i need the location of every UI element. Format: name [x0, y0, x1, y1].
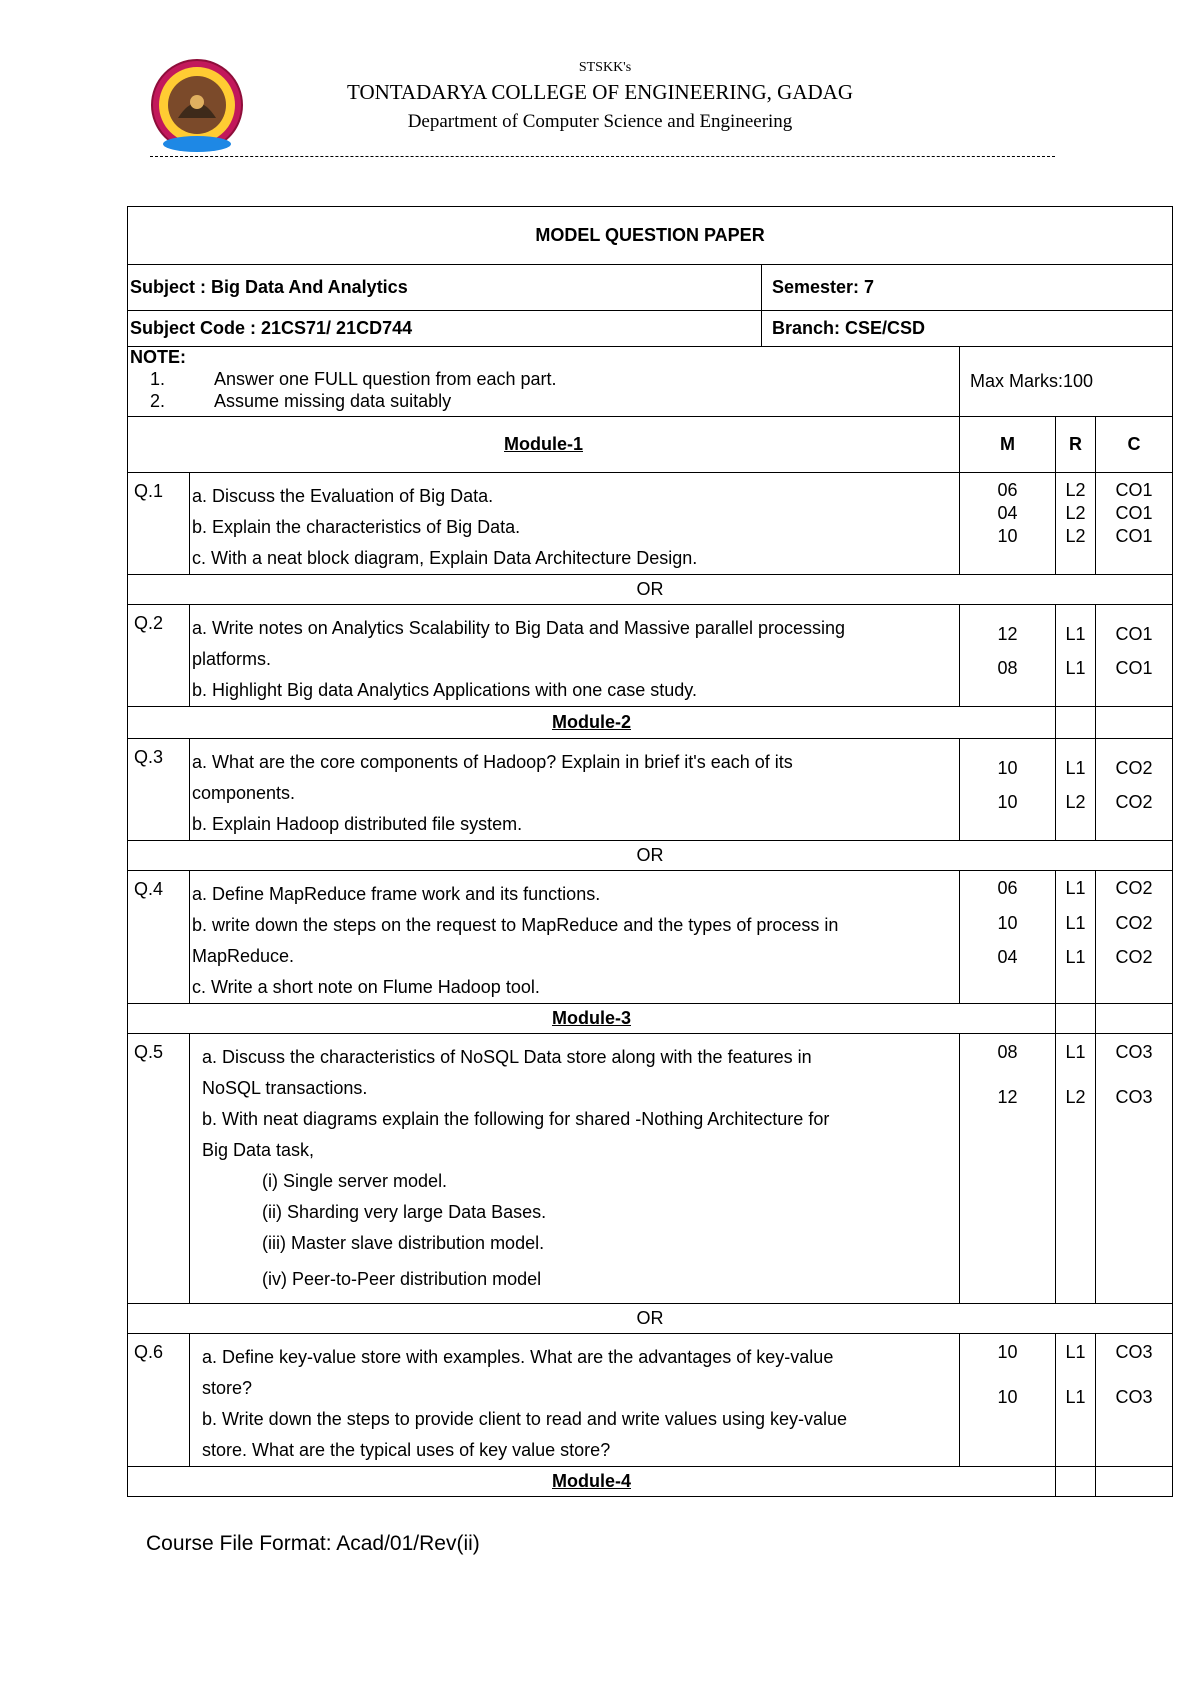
question-line: a. Discuss the Evaluation of Big Data.	[192, 486, 494, 506]
empty-cell	[1096, 1467, 1173, 1497]
question-text	[190, 605, 960, 707]
module-heading: Module-4	[128, 1467, 1056, 1497]
paper-title: MODEL QUESTION PAPER	[128, 207, 1173, 265]
marks-cell	[960, 1034, 1056, 1304]
co-value: CO2	[1115, 878, 1153, 898]
question-line: b. Highlight Big data Analytics Applications with one case study.	[192, 680, 697, 700]
level-value: L1	[1065, 913, 1086, 933]
marks-value: 10	[997, 1342, 1018, 1362]
level-value: L2	[1065, 526, 1086, 546]
level-value: L1	[1065, 758, 1086, 778]
marks-cell	[960, 871, 1056, 1004]
level-value: L1	[1065, 1342, 1086, 1362]
marks-value: 10	[997, 758, 1018, 778]
level-value: L1	[1065, 878, 1086, 898]
department-name: Department of Computer Science and Engineering	[407, 111, 793, 132]
level-value: L2	[1065, 792, 1086, 812]
question-line: (iv) Peer-to-Peer distribution model	[262, 1269, 542, 1289]
question-line: b. write down the steps on the request to MapReduce and the types of process in	[192, 915, 839, 935]
level-value: L1	[1065, 947, 1086, 967]
co-value: CO3	[1115, 1042, 1153, 1062]
or-separator: OR	[128, 841, 1173, 871]
marks-value: 04	[997, 947, 1018, 967]
level-value: L1	[1065, 1042, 1086, 1062]
question-line: b. Explain the characteristics of Big Data.	[192, 517, 521, 537]
question-line: (ii) Sharding very large Data Bases.	[262, 1202, 547, 1222]
society-name: STSKK's	[578, 60, 632, 75]
marks-value: 06	[997, 878, 1018, 898]
or-separator: OR	[128, 1304, 1173, 1334]
note-item: 1. Answer one FULL question from each part.	[170, 368, 959, 390]
marks-value: 10	[997, 792, 1018, 812]
header-divider	[150, 156, 1055, 157]
co-cell	[1096, 1334, 1173, 1467]
level-cell	[1056, 871, 1096, 1004]
question-line: components.	[192, 783, 296, 803]
question-paper-table	[127, 206, 1173, 1497]
co-value: CO1	[1115, 658, 1153, 678]
page-header	[0, 60, 1200, 133]
co-cell	[1096, 739, 1173, 841]
note-list	[130, 368, 959, 412]
empty-cell	[1056, 1467, 1096, 1497]
question-line: b. With neat diagrams explain the following for shared -Nothing Architecture for	[202, 1109, 830, 1129]
question-row	[128, 605, 1173, 707]
college-name: TONTADARYA COLLEGE OF ENGINEERING, GADAG	[347, 80, 853, 104]
col-c-header: C	[1096, 417, 1173, 473]
level-value: L1	[1065, 658, 1086, 678]
course-file-format: Course File Format: Acad/01/Rev(ii)	[146, 1532, 480, 1555]
question-line: MapReduce.	[192, 946, 295, 966]
co-value: CO2	[1115, 758, 1153, 778]
question-line: (i) Single server model.	[262, 1171, 448, 1191]
question-line: a. Define MapReduce frame work and its functions.	[192, 884, 601, 904]
col-m-header: M	[960, 417, 1056, 473]
marks-cell	[960, 1334, 1056, 1467]
question-number: Q.2	[128, 605, 190, 707]
marks-value: 08	[997, 1042, 1018, 1062]
module-heading: Module-1	[128, 417, 960, 473]
level-cell	[1056, 1334, 1096, 1467]
co-cell	[1096, 473, 1173, 575]
question-row	[128, 1034, 1173, 1304]
question-text	[190, 871, 960, 1004]
question-text	[190, 1034, 960, 1304]
subject-label: Subject : Big Data And Analytics	[128, 265, 762, 311]
level-value: L1	[1065, 624, 1086, 644]
question-number: Q.5	[128, 1034, 190, 1304]
co-cell	[1096, 1034, 1173, 1304]
branch-label: Branch: CSE/CSD	[762, 311, 1173, 347]
module-heading: Module-3	[128, 1004, 1056, 1034]
subject-code-label: Subject Code : 21CS71/ 21CD744	[128, 311, 762, 347]
marks-cell	[960, 739, 1056, 841]
question-number: Q.6	[128, 1334, 190, 1467]
marks-value: 08	[997, 658, 1018, 678]
empty-cell	[1096, 707, 1173, 739]
question-line: b. Explain Hadoop distributed file system.	[192, 814, 523, 834]
co-cell	[1096, 871, 1173, 1004]
marks-cell	[960, 473, 1056, 575]
level-cell	[1056, 605, 1096, 707]
question-number: Q.3	[128, 739, 190, 841]
note-block	[128, 347, 960, 417]
question-line: store. What are the typical uses of key value store?	[202, 1440, 611, 1460]
question-row	[128, 1334, 1173, 1467]
question-line: a. What are the core components of Hadoop? Explain in brief it's each of its	[192, 752, 793, 772]
marks-value: 10	[997, 1387, 1018, 1407]
col-r-header: R	[1056, 417, 1096, 473]
level-value: L1	[1065, 1387, 1086, 1407]
max-marks: Max Marks:100	[960, 347, 1173, 417]
level-cell	[1056, 739, 1096, 841]
co-cell	[1096, 605, 1173, 707]
question-text	[190, 1334, 960, 1467]
marks-value: 06	[997, 480, 1018, 500]
question-row	[128, 871, 1173, 1004]
marks-value: 04	[997, 503, 1018, 523]
question-row	[128, 473, 1173, 575]
question-line: Big Data task,	[202, 1140, 315, 1160]
or-separator: OR	[128, 575, 1173, 605]
question-line: (iii) Master slave distribution model.	[262, 1233, 545, 1253]
question-line: b. Write down the steps to provide client to read and write values using key-value	[202, 1409, 848, 1429]
level-cell	[1056, 473, 1096, 575]
question-line: a. Define key-value store with examples. What are the advantages of key-value	[202, 1347, 834, 1367]
empty-cell	[1056, 707, 1096, 739]
note-item: 2. Assume missing data suitably	[170, 390, 959, 412]
level-value: L2	[1065, 1087, 1086, 1107]
question-number: Q.1	[128, 473, 190, 575]
question-line: c. With a neat block diagram, Explain Data Architecture Design.	[192, 548, 698, 568]
question-text	[190, 473, 960, 575]
co-value: CO1	[1115, 624, 1153, 644]
co-value: CO1	[1115, 480, 1153, 500]
question-row	[128, 739, 1173, 841]
co-value: CO2	[1115, 792, 1153, 812]
question-line: NoSQL transactions.	[202, 1078, 368, 1098]
module-heading: Module-2	[128, 707, 1056, 739]
co-value: CO3	[1115, 1342, 1153, 1362]
co-value: CO3	[1115, 1387, 1153, 1407]
co-value: CO3	[1115, 1087, 1153, 1107]
semester-label: Semester: 7	[762, 265, 1173, 311]
question-line: store?	[202, 1378, 253, 1398]
question-line: c. Write a short note on Flume Hadoop tool.	[192, 977, 540, 997]
co-value: CO1	[1115, 526, 1153, 546]
co-value: CO2	[1115, 913, 1153, 933]
marks-value: 10	[997, 913, 1018, 933]
marks-value: 12	[997, 1087, 1018, 1107]
marks-cell	[960, 605, 1056, 707]
question-line: a. Discuss the characteristics of NoSQL Data store along with the features in	[202, 1047, 812, 1067]
marks-value: 10	[997, 526, 1018, 546]
level-value: L2	[1065, 503, 1086, 523]
co-value: CO1	[1115, 503, 1153, 523]
question-number: Q.4	[128, 871, 190, 1004]
marks-value: 12	[997, 624, 1018, 644]
question-line: a. Write notes on Analytics Scalability to Big Data and Massive parallel processing	[192, 618, 845, 638]
note-title: NOTE:	[130, 347, 186, 367]
question-line: platforms.	[192, 649, 272, 669]
question-text	[190, 739, 960, 841]
level-cell	[1056, 1034, 1096, 1304]
level-value: L2	[1065, 480, 1086, 500]
co-value: CO2	[1115, 947, 1153, 967]
